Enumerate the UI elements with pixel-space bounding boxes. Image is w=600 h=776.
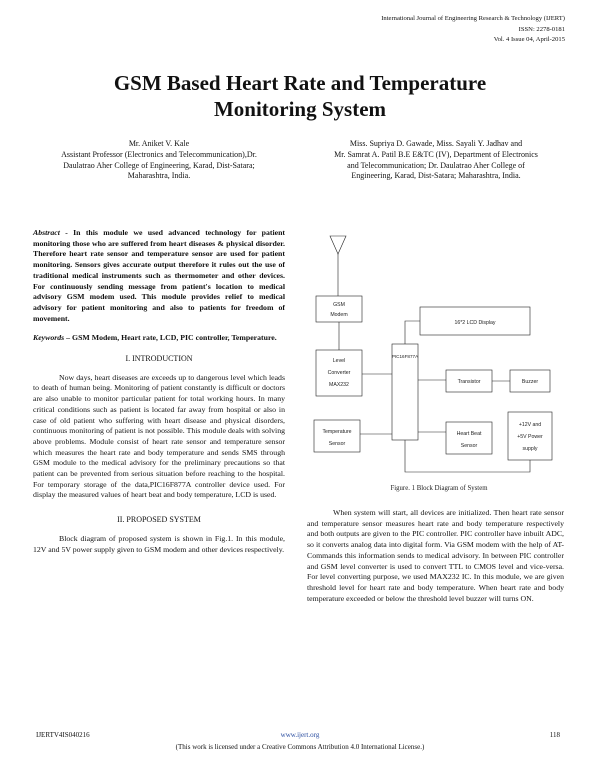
gsm-modem-box [316, 296, 362, 322]
block-diagram [308, 232, 570, 494]
page-number: 118 [549, 731, 560, 739]
transistor-label: Transistor [457, 379, 481, 385]
journal-header [381, 14, 565, 46]
journal-url[interactable]: www.ijert.org [280, 731, 320, 739]
journal-issn: ISSN: 2278-0181 [518, 25, 565, 33]
author-left-affil-1: Assistant Professor (Electronics and Telecommunication),Dr. [61, 149, 257, 159]
power-label-2: +5V Power [517, 434, 543, 440]
buzzer-label: Buzzer [521, 379, 539, 385]
temperature-sensor-box [314, 420, 360, 452]
author-left-name: Mr. Aniket V. Kale [128, 139, 190, 148]
author-left-affil-2: Daulatrao Aher College of Engineering, Karad, Dist-Satara; [63, 160, 255, 170]
proposed-paragraph: Block diagram of proposed system is shown in Fig.1. In this module, 12V and 5V power supply given to GSM modem and other devices respectively. [33, 533, 285, 554]
journal-issue: Vol. 4 Issue 04, April-2015 [493, 36, 565, 43]
level-label-2: Converter [327, 370, 351, 376]
heart-beat-sensor-box [446, 422, 492, 454]
abstract [33, 228, 285, 324]
paper-title [30, 70, 570, 122]
author-right-line-4: Engineering, Karad, Dist-Satara; Maharashtra, India. [351, 171, 521, 181]
right-column-paragraph: When system will start, all devices are initialized. Then heart rate sensor and temperature sensor measures heart rate and body temperature respectively and both outputs are given to the PIC controller. PIC controller have inbuilt ADC, so it converts analog data into digital form. Via GSM modem with the help of AT-Commands this information sends to medical advisory. In between PIC controller and GSM level converter is used to convert TTL to CMOS level and vice-versa. For level converting purpose, we used MAX232 IC. In this module, we are given threshold level for heart rate and body temperature. When heart rate and body temperature exceeded or below the threshold level buzzer will turns ON. [307, 508, 564, 603]
keywords-text: – GSM Modem, Heart rate, LCD, PIC controller, Temperature. [64, 333, 277, 343]
figure-caption: Figure. 1 Block Diagram of System [390, 485, 488, 492]
license-note: (This work is licensed under a Creative Commons Attribution 4.0 International License.) [175, 743, 425, 751]
intro-heading: I. INTRODUCTION [125, 354, 193, 364]
author-left-affil-3: Maharashtra, India. [127, 171, 191, 181]
author-right-line-3: and Telecommunication; Dr. Daulatrao Aher College of [347, 160, 525, 170]
temp-label-1: Temperature [322, 429, 352, 435]
pic-lcd-link [405, 321, 420, 344]
author-block-left [28, 139, 290, 182]
heart-label-1: Heart Beat [456, 431, 482, 437]
heart-label-2: Sensor [460, 443, 478, 449]
paper-id: IJERTV4IS040216 [36, 731, 90, 739]
keywords-label: Keywords [33, 333, 65, 343]
level-label-3: MAX232 [329, 382, 349, 388]
left-column [33, 228, 285, 555]
abstract-text: In this module we used advanced technology for patient monitoring those who are suffered from heart diseases & physical disorder. Therefore heart rate sensor and temperature sensor are used for patient monitoring. Sensors gives accurate output therefore it rules out the use of traditional medical instruments such as thermometer and other devices. For continuously sending message from patient's location to medical advisory GSM modem used. This module provides relief to medical advisory for patient monitoring and also to patients for freedom of movement. [33, 228, 286, 323]
abstract-label: Abstract - [33, 228, 68, 237]
antenna-icon [330, 236, 346, 254]
author-right-line-2: Mr. Samrat A. Patil B.E E&TC (IV), Department of Electronics [334, 149, 538, 159]
proposed-heading: II. PROPOSED SYSTEM [117, 515, 201, 525]
pic-label: PIC16F877A [391, 354, 419, 359]
gsm-label-2: Modem [330, 312, 348, 318]
author-right-line-1: Miss. Supriya D. Gawade, Miss. Sayali Y. Jadhav and [349, 139, 523, 148]
author-block-right [305, 139, 567, 182]
title-line-1: GSM Based Heart Rate and Temperature [113, 71, 487, 95]
journal-name: International Journal of Engineering Research & Technology (IJERT) [381, 15, 565, 22]
intro-paragraph: Now days, heart diseases are exceeds up to dangerous level which leads to death of human being. Monitoring of patient constantly is difficult or doctors are also unable to monitor particular patient for total working hours. In many critical conditions such as patient is located far away from hospital or also in case of old patient who suffering with heart disease and physical disorders, continuous monitoring of patient is not possible. This module deals with solving above problems. Module consist of heart rate sensor and temperature sensor which measures the heart rate and body temperature and sends SMS through GSM module to the medical advisory for the preliminary precautions so that patient can be prevented from serious situation before reaching to the hospital. For temporary storage of the data,PIC16F877A controller device used. For display the measured values of heart beat and body temperature, LCD is used. [33, 372, 285, 500]
keywords [33, 333, 285, 344]
gsm-label-1: GSM [333, 302, 345, 308]
level-label-1: Level [332, 358, 346, 364]
title-line-2: Monitoring System [213, 97, 387, 121]
power-label-1: +12V and [518, 422, 542, 428]
power-label-3: supply [522, 446, 538, 452]
temp-label-2: Sensor [328, 441, 346, 447]
lcd-label: 16*2 LCD Display [454, 320, 496, 326]
